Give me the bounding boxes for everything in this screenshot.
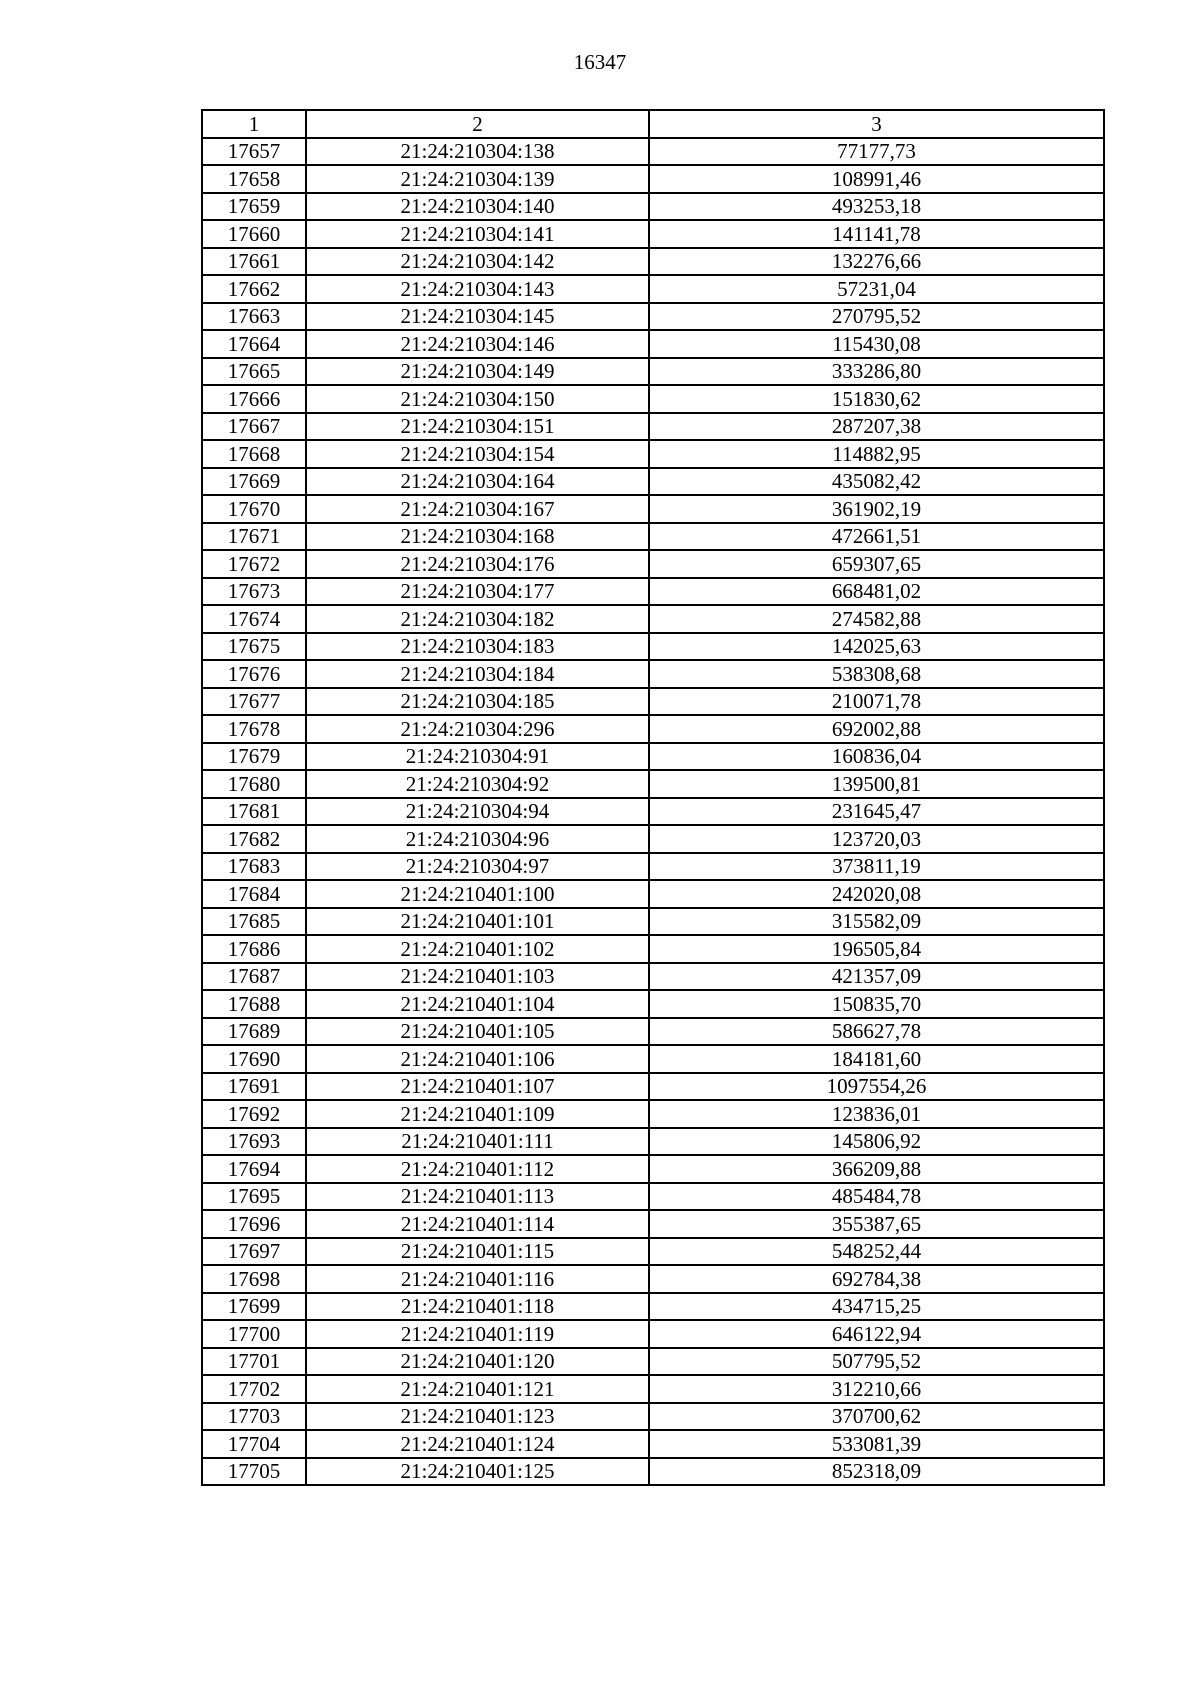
- row-number-cell: 17665: [202, 358, 306, 386]
- cadastral-number-cell: 21:24:210304:167: [306, 495, 649, 523]
- cadastral-number-cell: 21:24:210401:100: [306, 880, 649, 908]
- row-number-cell: 17675: [202, 633, 306, 661]
- column-header-3: 3: [649, 110, 1104, 138]
- value-cell: 493253,18: [649, 193, 1104, 221]
- row-number-cell: 17663: [202, 303, 306, 331]
- value-cell: 274582,88: [649, 605, 1104, 633]
- cadastral-number-cell: 21:24:210304:168: [306, 523, 649, 551]
- row-number-cell: 17659: [202, 193, 306, 221]
- table-row: [202, 1375, 1104, 1403]
- cadastral-number-cell: 21:24:210401:112: [306, 1155, 649, 1183]
- cadastral-number-cell: 21:24:210401:107: [306, 1073, 649, 1101]
- value-cell: 366209,88: [649, 1155, 1104, 1183]
- row-number-cell: 17690: [202, 1045, 306, 1073]
- cadastral-number-cell: 21:24:210304:138: [306, 138, 649, 166]
- table-row: [202, 1183, 1104, 1211]
- cadastral-number-cell: 21:24:210401:121: [306, 1375, 649, 1403]
- table-row: [202, 413, 1104, 441]
- value-cell: 668481,02: [649, 578, 1104, 606]
- row-number-cell: 17689: [202, 1018, 306, 1046]
- row-number-cell: 17657: [202, 138, 306, 166]
- row-number-cell: 17693: [202, 1128, 306, 1156]
- cadastral-number-cell: 21:24:210401:101: [306, 908, 649, 936]
- row-number-cell: 17678: [202, 715, 306, 743]
- table-row: [202, 1403, 1104, 1431]
- row-number-cell: 17688: [202, 990, 306, 1018]
- value-cell: 142025,63: [649, 633, 1104, 661]
- table-row: [202, 578, 1104, 606]
- row-number-cell: 17681: [202, 798, 306, 826]
- cadastral-number-cell: 21:24:210304:177: [306, 578, 649, 606]
- value-cell: 150835,70: [649, 990, 1104, 1018]
- table-row: [202, 165, 1104, 193]
- row-number-cell: 17676: [202, 660, 306, 688]
- row-number-cell: 17691: [202, 1073, 306, 1101]
- cadastral-number-cell: 21:24:210304:92: [306, 770, 649, 798]
- table-row: [202, 468, 1104, 496]
- value-cell: 421357,09: [649, 963, 1104, 991]
- cadastral-number-cell: 21:24:210401:106: [306, 1045, 649, 1073]
- table-row: [202, 660, 1104, 688]
- row-number-cell: 17677: [202, 688, 306, 716]
- cadastral-number-cell: 21:24:210401:125: [306, 1458, 649, 1486]
- value-cell: 196505,84: [649, 935, 1104, 963]
- table-row: [202, 853, 1104, 881]
- table-row: [202, 1100, 1104, 1128]
- row-number-cell: 17701: [202, 1348, 306, 1376]
- value-cell: 370700,62: [649, 1403, 1104, 1431]
- value-cell: 435082,42: [649, 468, 1104, 496]
- value-cell: 123836,01: [649, 1100, 1104, 1128]
- value-cell: 108991,46: [649, 165, 1104, 193]
- column-header-2: 2: [306, 110, 649, 138]
- table-row: [202, 495, 1104, 523]
- value-cell: 139500,81: [649, 770, 1104, 798]
- row-number-cell: 17672: [202, 550, 306, 578]
- row-number-cell: 17682: [202, 825, 306, 853]
- row-number-cell: 17667: [202, 413, 306, 441]
- table-row: [202, 935, 1104, 963]
- value-cell: 287207,38: [649, 413, 1104, 441]
- value-cell: 160836,04: [649, 743, 1104, 771]
- row-number-cell: 17661: [202, 248, 306, 276]
- table-row: [202, 715, 1104, 743]
- value-cell: 312210,66: [649, 1375, 1104, 1403]
- value-cell: 141141,78: [649, 220, 1104, 248]
- row-number-cell: 17703: [202, 1403, 306, 1431]
- table-row: [202, 605, 1104, 633]
- row-number-cell: 17685: [202, 908, 306, 936]
- value-cell: 1097554,26: [649, 1073, 1104, 1101]
- cadastral-number-cell: 21:24:210401:105: [306, 1018, 649, 1046]
- value-cell: 270795,52: [649, 303, 1104, 331]
- row-number-cell: 17699: [202, 1293, 306, 1321]
- table-row: [202, 1458, 1104, 1486]
- table-row: [202, 825, 1104, 853]
- cadastral-number-cell: 21:24:210304:94: [306, 798, 649, 826]
- table-row: [202, 275, 1104, 303]
- row-number-cell: 17668: [202, 440, 306, 468]
- row-number-cell: 17696: [202, 1210, 306, 1238]
- cadastral-number-cell: 21:24:210304:139: [306, 165, 649, 193]
- row-number-cell: 17684: [202, 880, 306, 908]
- cadastral-number-cell: 21:24:210304:96: [306, 825, 649, 853]
- cadastral-number-cell: 21:24:210401:103: [306, 963, 649, 991]
- table-body: [202, 138, 1104, 1486]
- row-number-cell: 17702: [202, 1375, 306, 1403]
- row-number-cell: 17673: [202, 578, 306, 606]
- column-header-1: 1: [202, 110, 306, 138]
- table-row: [202, 193, 1104, 221]
- cadastral-number-cell: 21:24:210304:149: [306, 358, 649, 386]
- value-cell: 57231,04: [649, 275, 1104, 303]
- row-number-cell: 17704: [202, 1430, 306, 1458]
- value-cell: 692002,88: [649, 715, 1104, 743]
- table-row: [202, 330, 1104, 358]
- row-number-cell: 17683: [202, 853, 306, 881]
- table-row: [202, 1073, 1104, 1101]
- value-cell: 361902,19: [649, 495, 1104, 523]
- cadastral-number-cell: 21:24:210401:116: [306, 1265, 649, 1293]
- row-number-cell: 17662: [202, 275, 306, 303]
- value-cell: 184181,60: [649, 1045, 1104, 1073]
- cadastral-number-cell: 21:24:210401:109: [306, 1100, 649, 1128]
- table-row: [202, 963, 1104, 991]
- cadastral-number-cell: 21:24:210304:182: [306, 605, 649, 633]
- row-number-cell: 17705: [202, 1458, 306, 1486]
- table-row: [202, 523, 1104, 551]
- value-cell: 852318,09: [649, 1458, 1104, 1486]
- cadastral-number-cell: 21:24:210304:176: [306, 550, 649, 578]
- cadastral-number-cell: 21:24:210401:102: [306, 935, 649, 963]
- table-row: [202, 770, 1104, 798]
- row-number-cell: 17698: [202, 1265, 306, 1293]
- table-row: [202, 1293, 1104, 1321]
- table-row: [202, 385, 1104, 413]
- cadastral-number-cell: 21:24:210401:120: [306, 1348, 649, 1376]
- data-table: [201, 109, 1105, 1486]
- cadastral-number-cell: 21:24:210304:185: [306, 688, 649, 716]
- row-number-cell: 17687: [202, 963, 306, 991]
- table-row: [202, 1045, 1104, 1073]
- row-number-cell: 17679: [202, 743, 306, 771]
- row-number-cell: 17664: [202, 330, 306, 358]
- cadastral-number-cell: 21:24:210401:114: [306, 1210, 649, 1238]
- cadastral-number-cell: 21:24:210304:97: [306, 853, 649, 881]
- cadastral-number-cell: 21:24:210401:118: [306, 1293, 649, 1321]
- value-cell: 231645,47: [649, 798, 1104, 826]
- row-number-cell: 17658: [202, 165, 306, 193]
- row-number-cell: 17671: [202, 523, 306, 551]
- cadastral-number-cell: 21:24:210304:142: [306, 248, 649, 276]
- table-row: [202, 990, 1104, 1018]
- value-cell: 315582,09: [649, 908, 1104, 936]
- table-row: [202, 303, 1104, 331]
- table-row: [202, 550, 1104, 578]
- value-cell: 145806,92: [649, 1128, 1104, 1156]
- value-cell: 373811,19: [649, 853, 1104, 881]
- cadastral-number-cell: 21:24:210304:151: [306, 413, 649, 441]
- row-number-cell: 17695: [202, 1183, 306, 1211]
- value-cell: 210071,78: [649, 688, 1104, 716]
- value-cell: 132276,66: [649, 248, 1104, 276]
- row-number-cell: 17674: [202, 605, 306, 633]
- value-cell: 659307,65: [649, 550, 1104, 578]
- table-row: [202, 1128, 1104, 1156]
- cadastral-number-cell: 21:24:210304:141: [306, 220, 649, 248]
- value-cell: 114882,95: [649, 440, 1104, 468]
- table-row: [202, 138, 1104, 166]
- row-number-cell: 17680: [202, 770, 306, 798]
- cadastral-number-cell: 21:24:210401:123: [306, 1403, 649, 1431]
- table-row: [202, 1238, 1104, 1266]
- value-cell: 115430,08: [649, 330, 1104, 358]
- table-row: [202, 633, 1104, 661]
- value-cell: 646122,94: [649, 1320, 1104, 1348]
- table-row: [202, 1210, 1104, 1238]
- table-row: [202, 358, 1104, 386]
- cadastral-number-cell: 21:24:210304:154: [306, 440, 649, 468]
- cadastral-number-cell: 21:24:210401:124: [306, 1430, 649, 1458]
- table-row: [202, 1320, 1104, 1348]
- cadastral-number-cell: 21:24:210304:184: [306, 660, 649, 688]
- cadastral-number-cell: 21:24:210401:113: [306, 1183, 649, 1211]
- table-row: [202, 880, 1104, 908]
- table-row: [202, 1430, 1104, 1458]
- value-cell: 333286,80: [649, 358, 1104, 386]
- table-row: [202, 1155, 1104, 1183]
- row-number-cell: 17692: [202, 1100, 306, 1128]
- cadastral-number-cell: 21:24:210304:91: [306, 743, 649, 771]
- cadastral-number-cell: 21:24:210304:145: [306, 303, 649, 331]
- row-number-cell: 17666: [202, 385, 306, 413]
- table-row: [202, 220, 1104, 248]
- cadastral-number-cell: 21:24:210304:183: [306, 633, 649, 661]
- value-cell: 355387,65: [649, 1210, 1104, 1238]
- value-cell: 507795,52: [649, 1348, 1104, 1376]
- value-cell: 586627,78: [649, 1018, 1104, 1046]
- table-row: [202, 908, 1104, 936]
- table-row: [202, 1018, 1104, 1046]
- value-cell: 123720,03: [649, 825, 1104, 853]
- row-number-cell: 17670: [202, 495, 306, 523]
- cadastral-number-cell: 21:24:210401:119: [306, 1320, 649, 1348]
- cadastral-number-cell: 21:24:210401:115: [306, 1238, 649, 1266]
- table-row: [202, 1265, 1104, 1293]
- row-number-cell: 17669: [202, 468, 306, 496]
- value-cell: 692784,38: [649, 1265, 1104, 1293]
- table-row: [202, 1348, 1104, 1376]
- page-number: 16347: [573, 50, 627, 74]
- table-header-row: [202, 110, 1104, 138]
- table-row: [202, 688, 1104, 716]
- value-cell: 434715,25: [649, 1293, 1104, 1321]
- table-row: [202, 743, 1104, 771]
- cadastral-number-cell: 21:24:210304:143: [306, 275, 649, 303]
- table-row: [202, 248, 1104, 276]
- cadastral-number-cell: 21:24:210401:111: [306, 1128, 649, 1156]
- cadastral-number-cell: 21:24:210304:150: [306, 385, 649, 413]
- value-cell: 538308,68: [649, 660, 1104, 688]
- value-cell: 242020,08: [649, 880, 1104, 908]
- row-number-cell: 17697: [202, 1238, 306, 1266]
- table-row: [202, 798, 1104, 826]
- value-cell: 151830,62: [649, 385, 1104, 413]
- row-number-cell: 17700: [202, 1320, 306, 1348]
- cadastral-number-cell: 21:24:210401:104: [306, 990, 649, 1018]
- value-cell: 77177,73: [649, 138, 1104, 166]
- cadastral-number-cell: 21:24:210304:146: [306, 330, 649, 358]
- row-number-cell: 17694: [202, 1155, 306, 1183]
- value-cell: 533081,39: [649, 1430, 1104, 1458]
- value-cell: 548252,44: [649, 1238, 1104, 1266]
- row-number-cell: 17686: [202, 935, 306, 963]
- value-cell: 485484,78: [649, 1183, 1104, 1211]
- row-number-cell: 17660: [202, 220, 306, 248]
- cadastral-number-cell: 21:24:210304:164: [306, 468, 649, 496]
- cadastral-number-cell: 21:24:210304:140: [306, 193, 649, 221]
- table-row: [202, 440, 1104, 468]
- cadastral-number-cell: 21:24:210304:296: [306, 715, 649, 743]
- value-cell: 472661,51: [649, 523, 1104, 551]
